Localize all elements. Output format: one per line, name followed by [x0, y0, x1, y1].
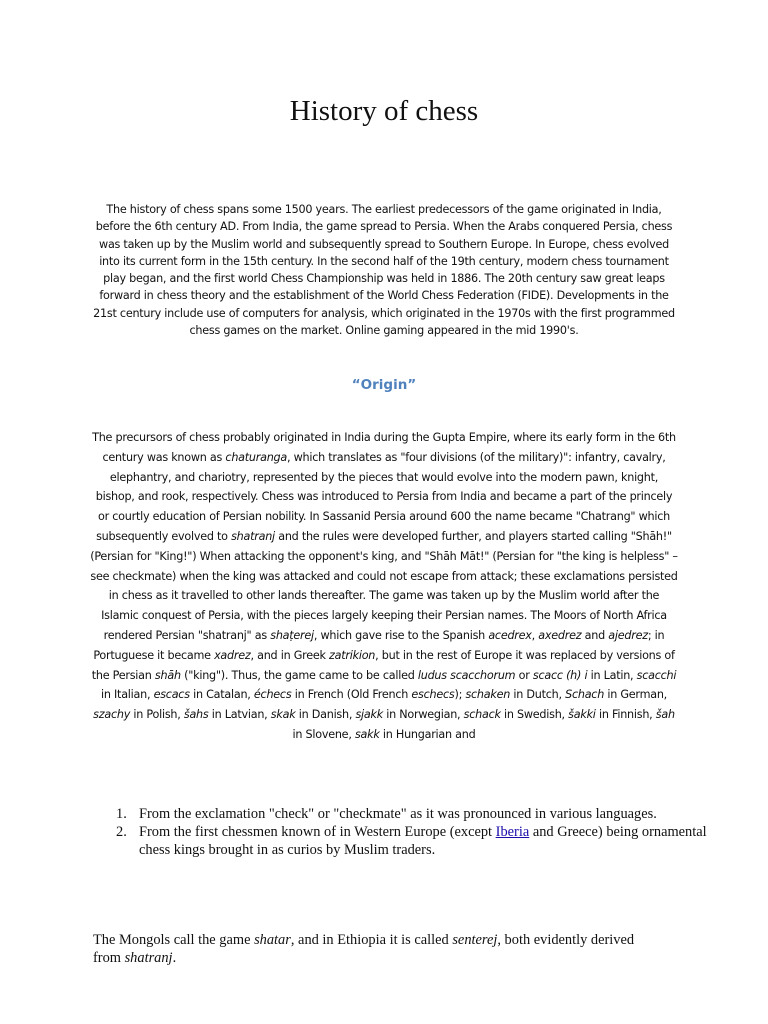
origin-text: or [515, 668, 533, 682]
origin-text: The precursors of chess probably originated in India during the Gupta Empire, where its early form in the 6th century was known as [92, 431, 676, 464]
origin-term: szachy [93, 708, 131, 722]
origin-term: shatranj [231, 529, 275, 543]
origin-text: in Catalan, [189, 688, 254, 702]
origin-text: in German, [604, 688, 667, 702]
origin-term: axedrez [538, 628, 582, 642]
origin-term: šahs [183, 708, 209, 722]
closing-paragraph [93, 931, 663, 967]
list-item-text: From the exclamation "check" or "checkmate" as it was pronounced in various languages. [139, 806, 657, 822]
origin-text: in Swedish, [500, 708, 569, 722]
origin-heading: “Origin” [351, 377, 417, 393]
closing-term: shatar [254, 932, 291, 948]
list-item-text: and Greece) being ornamental chess kings brought in as curios by Muslim traders. [139, 824, 707, 858]
list-item [139, 823, 709, 859]
origin-term: xadrez [214, 648, 251, 662]
origin-term: zatrikion [329, 648, 376, 662]
origin-term: chaturanga [225, 450, 287, 464]
origin-text: in French (Old French [291, 688, 412, 702]
origin-term: schaken [465, 688, 511, 702]
origin-term: schack [463, 708, 501, 722]
origin-term: šah [655, 708, 675, 722]
origin-term: shaṭerej [270, 628, 314, 642]
list-item [139, 805, 709, 823]
origin-text: ("king"). Thus, the game came to be called [180, 668, 418, 682]
origin-term: Schach [565, 688, 605, 702]
origin-term: sjakk [355, 708, 383, 722]
origin-text: in Finnish, [595, 708, 656, 722]
origin-text: ); [454, 688, 466, 702]
origin-term: sakk [354, 727, 380, 741]
origin-text: , but in the rest of Europe it was replaced by versions of the Persian [91, 648, 675, 682]
origin-term: scacchi [636, 668, 677, 682]
origin-text: in Danish, [295, 708, 356, 722]
iberia-link[interactable]: Iberia [495, 824, 530, 840]
origin-text: in Italian, [101, 688, 154, 702]
origin-paragraph [90, 428, 678, 745]
origin-text: and the rules were developed further, and players started calling "Shāh!" (Persian for "King!") When attacking the opponent's king, and "Shāh Māt!" (Persian for "the king is helpless" – see checkmate) when the king was attacked and could not escape from attack; these exclamations persisted in chess as it travelled to other lands thereafter. The game was taken up by the Muslim world after the Islamic conquest of Persia, with the pieces largely keeping their Persian names. The Moors of North Africa rendered Persian "shatranj" as [90, 529, 678, 642]
list-item-text: From the first chessmen known of in Western Europe (except [139, 824, 496, 840]
origin-term: ajedrez [608, 628, 648, 642]
origin-text: ; in Portuguese it became [93, 628, 665, 662]
origin-term: acedrex [488, 628, 532, 642]
origin-text: in Slovene, [292, 727, 355, 741]
origin-text: , which gave rise to the Spanish [313, 628, 489, 642]
origin-text: in Latvian, [208, 708, 271, 722]
closing-term: shatranj [124, 950, 173, 966]
origin-text: , [531, 628, 539, 642]
origin-text: in Hungarian and [379, 727, 476, 741]
origin-term: ludus scacchorum [417, 668, 516, 682]
origin-term: scacc (h) i [532, 668, 588, 682]
origin-text: , which translates as "four divisions (of the military)": infantry, cavalry, elephantry, and chariotry, represented by the pieces that would evolve into the modern pawn, knight, bishop, and rook, respectively. Chess was introduced to Persia from India and became a part of the princely or courtly education of Persian nobility. In Sassanid Persia around 600 the name became "Chatrang" which subsequently evolved to [95, 450, 673, 543]
origin-text: in Latin, [587, 668, 637, 682]
origin-term: šakki [568, 708, 596, 722]
origin-term: échecs [253, 688, 292, 702]
origin-text: in Dutch, [510, 688, 566, 702]
closing-text: The Mongols call the game [93, 932, 255, 948]
origin-term: skak [270, 708, 296, 722]
origin-text: , and in Greek [250, 648, 330, 662]
page-title: History of chess [289, 95, 479, 127]
origin-text: and [581, 628, 609, 642]
origin-text: in Polish, [130, 708, 184, 722]
origin-term: escacs [153, 688, 190, 702]
closing-text: , both evidently derived from [93, 932, 635, 966]
closing-text: , and in Ethiopia it is called [290, 932, 453, 948]
theory-list [96, 805, 709, 859]
origin-term: shāh [154, 668, 181, 682]
closing-text: . [172, 950, 177, 966]
closing-term: senterej [452, 932, 498, 948]
origin-text: in Norwegian, [382, 708, 464, 722]
origin-term: eschecs [411, 688, 455, 702]
intro-paragraph: The history of chess spans some 1500 years. The earliest predecessors of the game originated in India, before the 6th century AD. From India, the game spread to Persia. When the Arabs conquered Persia, chess was taken up by the Muslim world and subsequently spread to Southern Europe. In Europe, chess evolved into its current form in the 15th century. In the second half of the 19th century, modern chess tournament play began, and the first world Chess Championship was held in 1886. The 20th century saw great leaps forward in chess theory and the establishment of the World Chess Federation (FIDE). Developments in the 21st century include use of computers for analysis, which originated in the 1970s with the first programmed chess games on the market. Online gaming appeared in the mid 1990's. [93, 203, 675, 338]
